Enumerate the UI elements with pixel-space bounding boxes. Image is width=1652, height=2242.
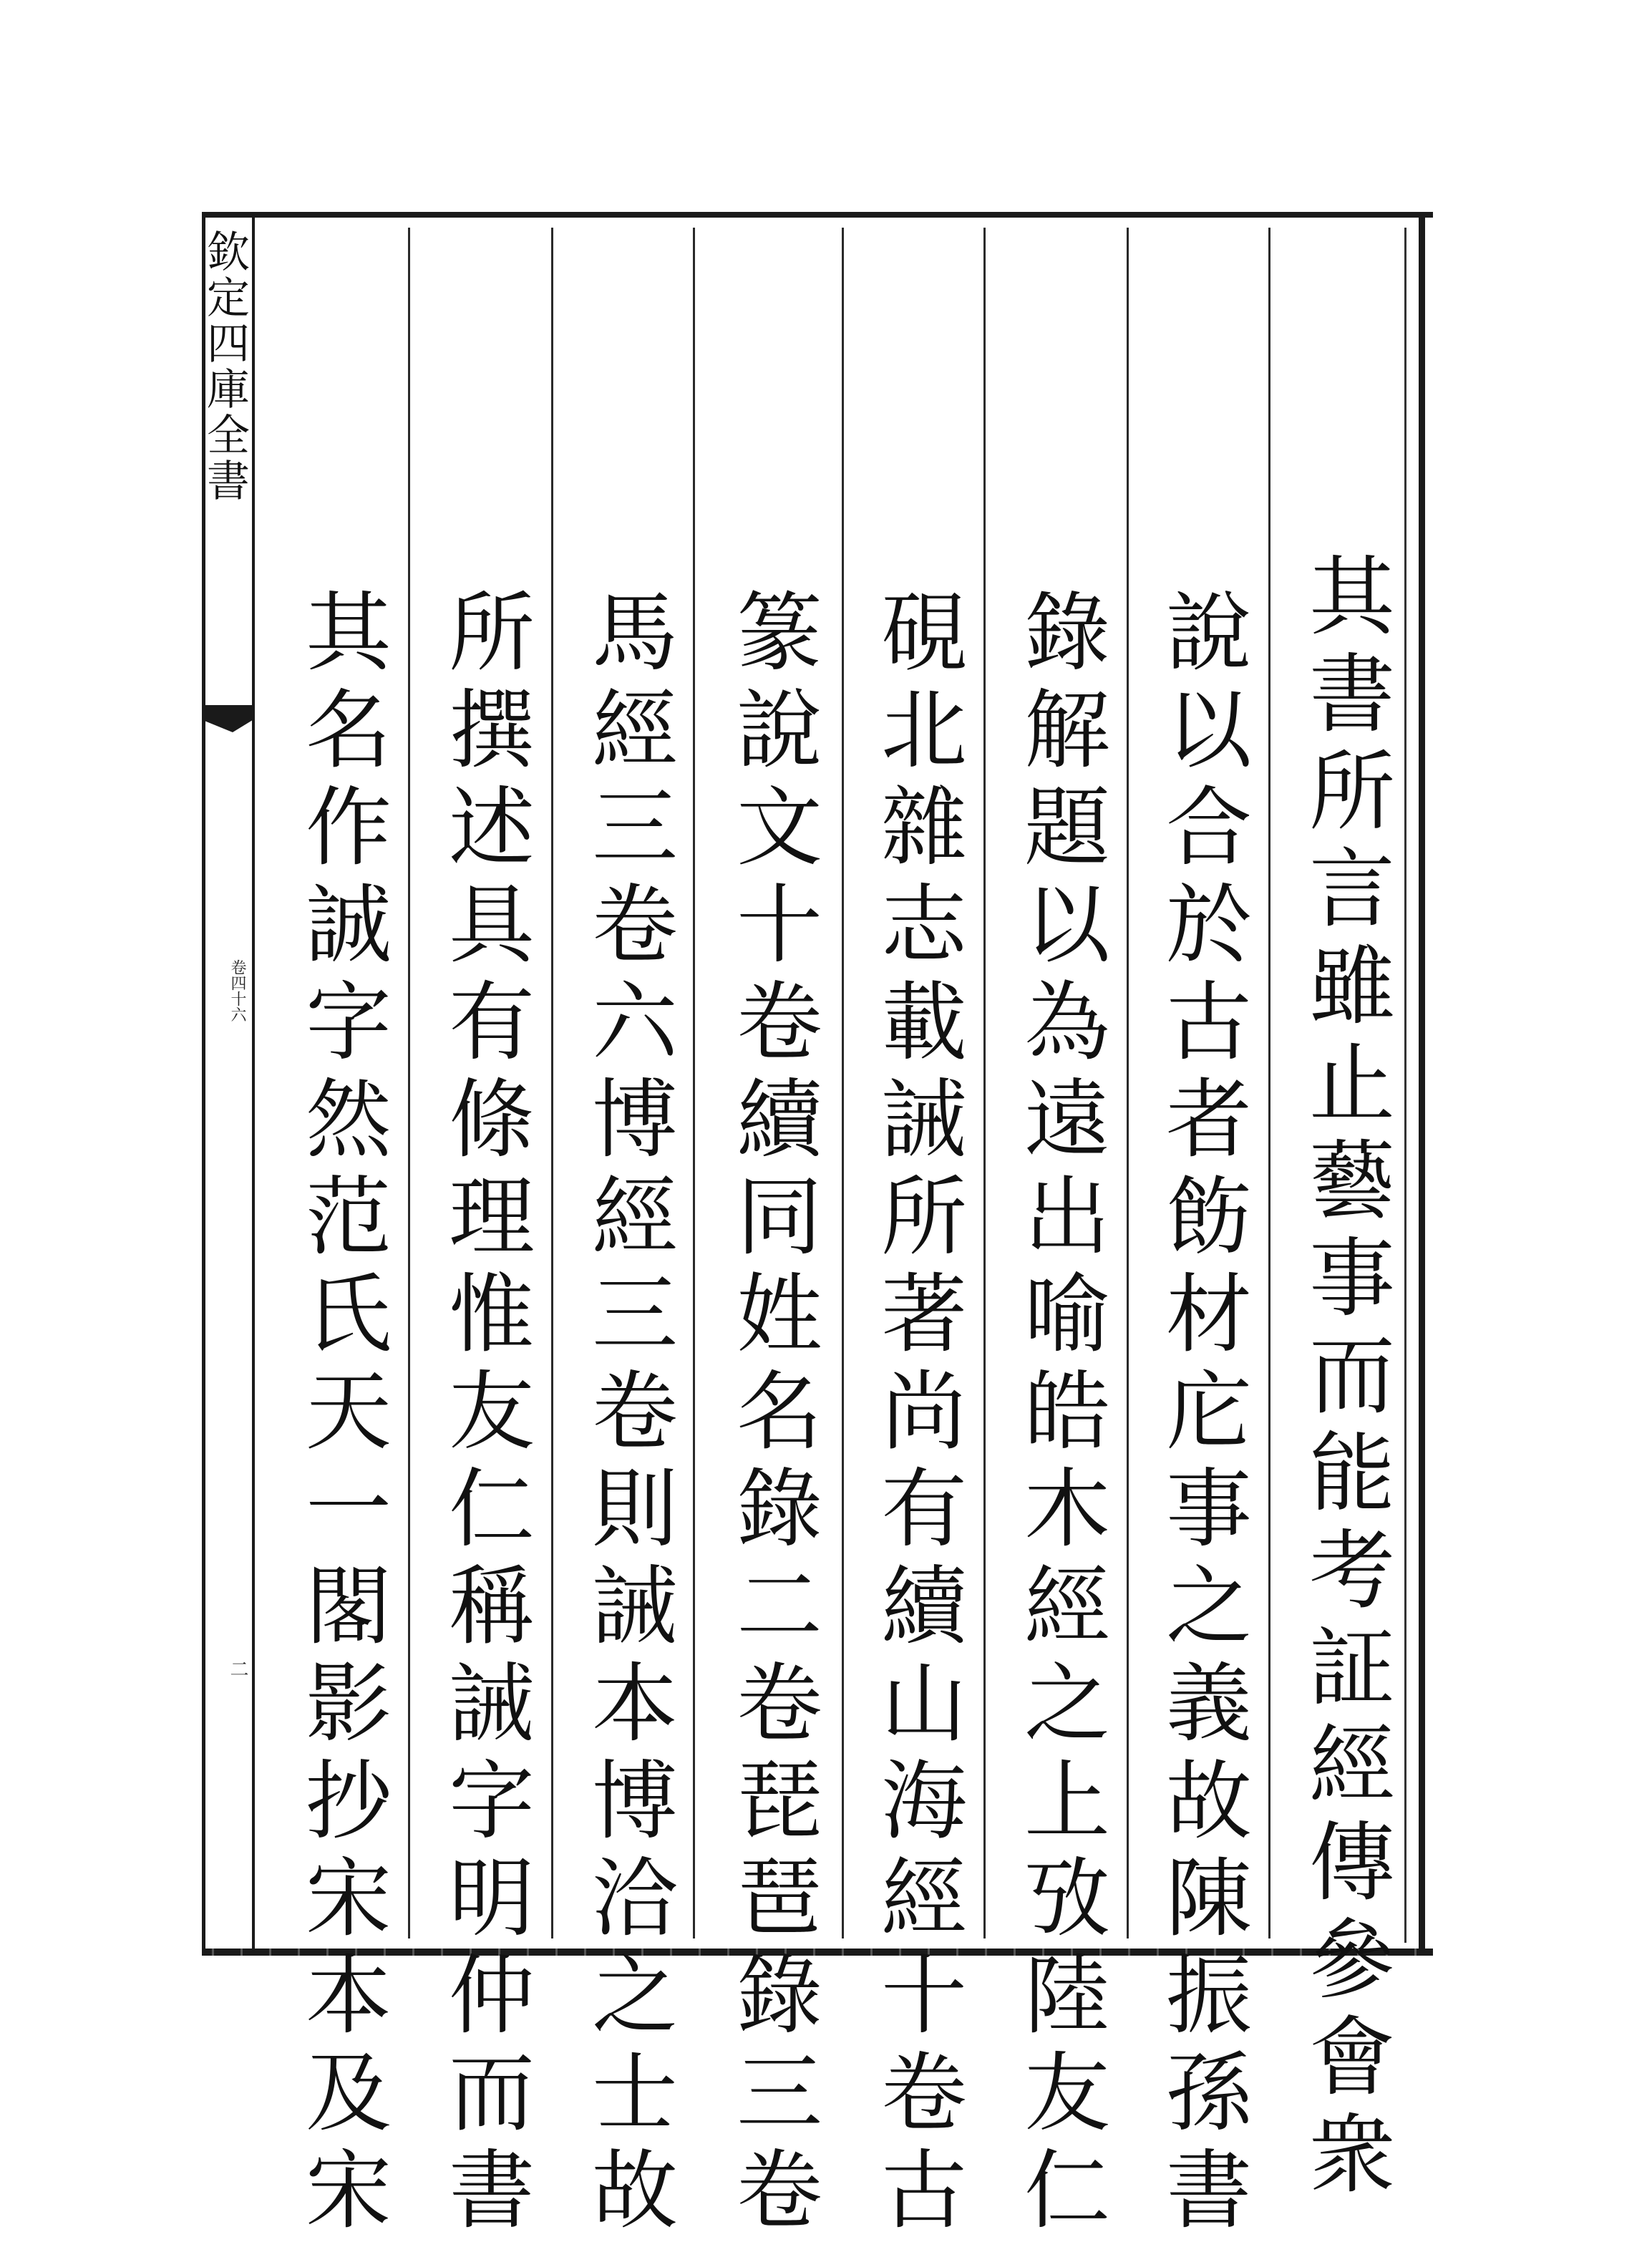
column-rule — [693, 228, 695, 1938]
text-column-5: 篆說文十卷續同姓名錄二卷琵琶錄三卷 — [722, 587, 822, 2242]
column-rule — [551, 228, 553, 1938]
text-column-4: 硯北雜志載誡所著尚有續山海經十卷古 — [867, 587, 966, 2242]
margin-title: 欽定四庫全書 — [200, 229, 250, 504]
frame-right-outer-border — [1419, 212, 1425, 1956]
text-column-8: 其名作誠字然范氏天一閣影抄宋本及宋 — [291, 587, 391, 2242]
text-column-3: 錄解題以為遠出喻皓木經之上攷陸友仁 — [1010, 587, 1109, 2242]
text-column-2: 說以合於古者飭材庀事之義故陳振孫書 — [1152, 587, 1251, 2242]
margin-subtitle: 卷四十六 — [228, 959, 246, 1022]
margin-page-number: 二 — [227, 1659, 248, 1678]
text-column-7: 所撰述具有條理惟友仁稱誡字明仲而書 — [434, 587, 534, 2242]
margin-divider — [252, 218, 255, 1949]
column-rule — [1127, 228, 1129, 1938]
column-rule — [983, 228, 986, 1938]
text-column-1: 其書所言雖止藝事而能考証經傳參會衆 — [1295, 551, 1394, 2206]
frame-top-border — [202, 212, 1433, 218]
column-rule — [1268, 228, 1270, 1938]
text-column-6: 馬經三卷六博經三卷則誡本博洽之士故 — [578, 587, 677, 2242]
frame-right-inner-border — [1404, 228, 1406, 1943]
column-rule — [842, 228, 844, 1938]
column-rule — [408, 228, 410, 1938]
